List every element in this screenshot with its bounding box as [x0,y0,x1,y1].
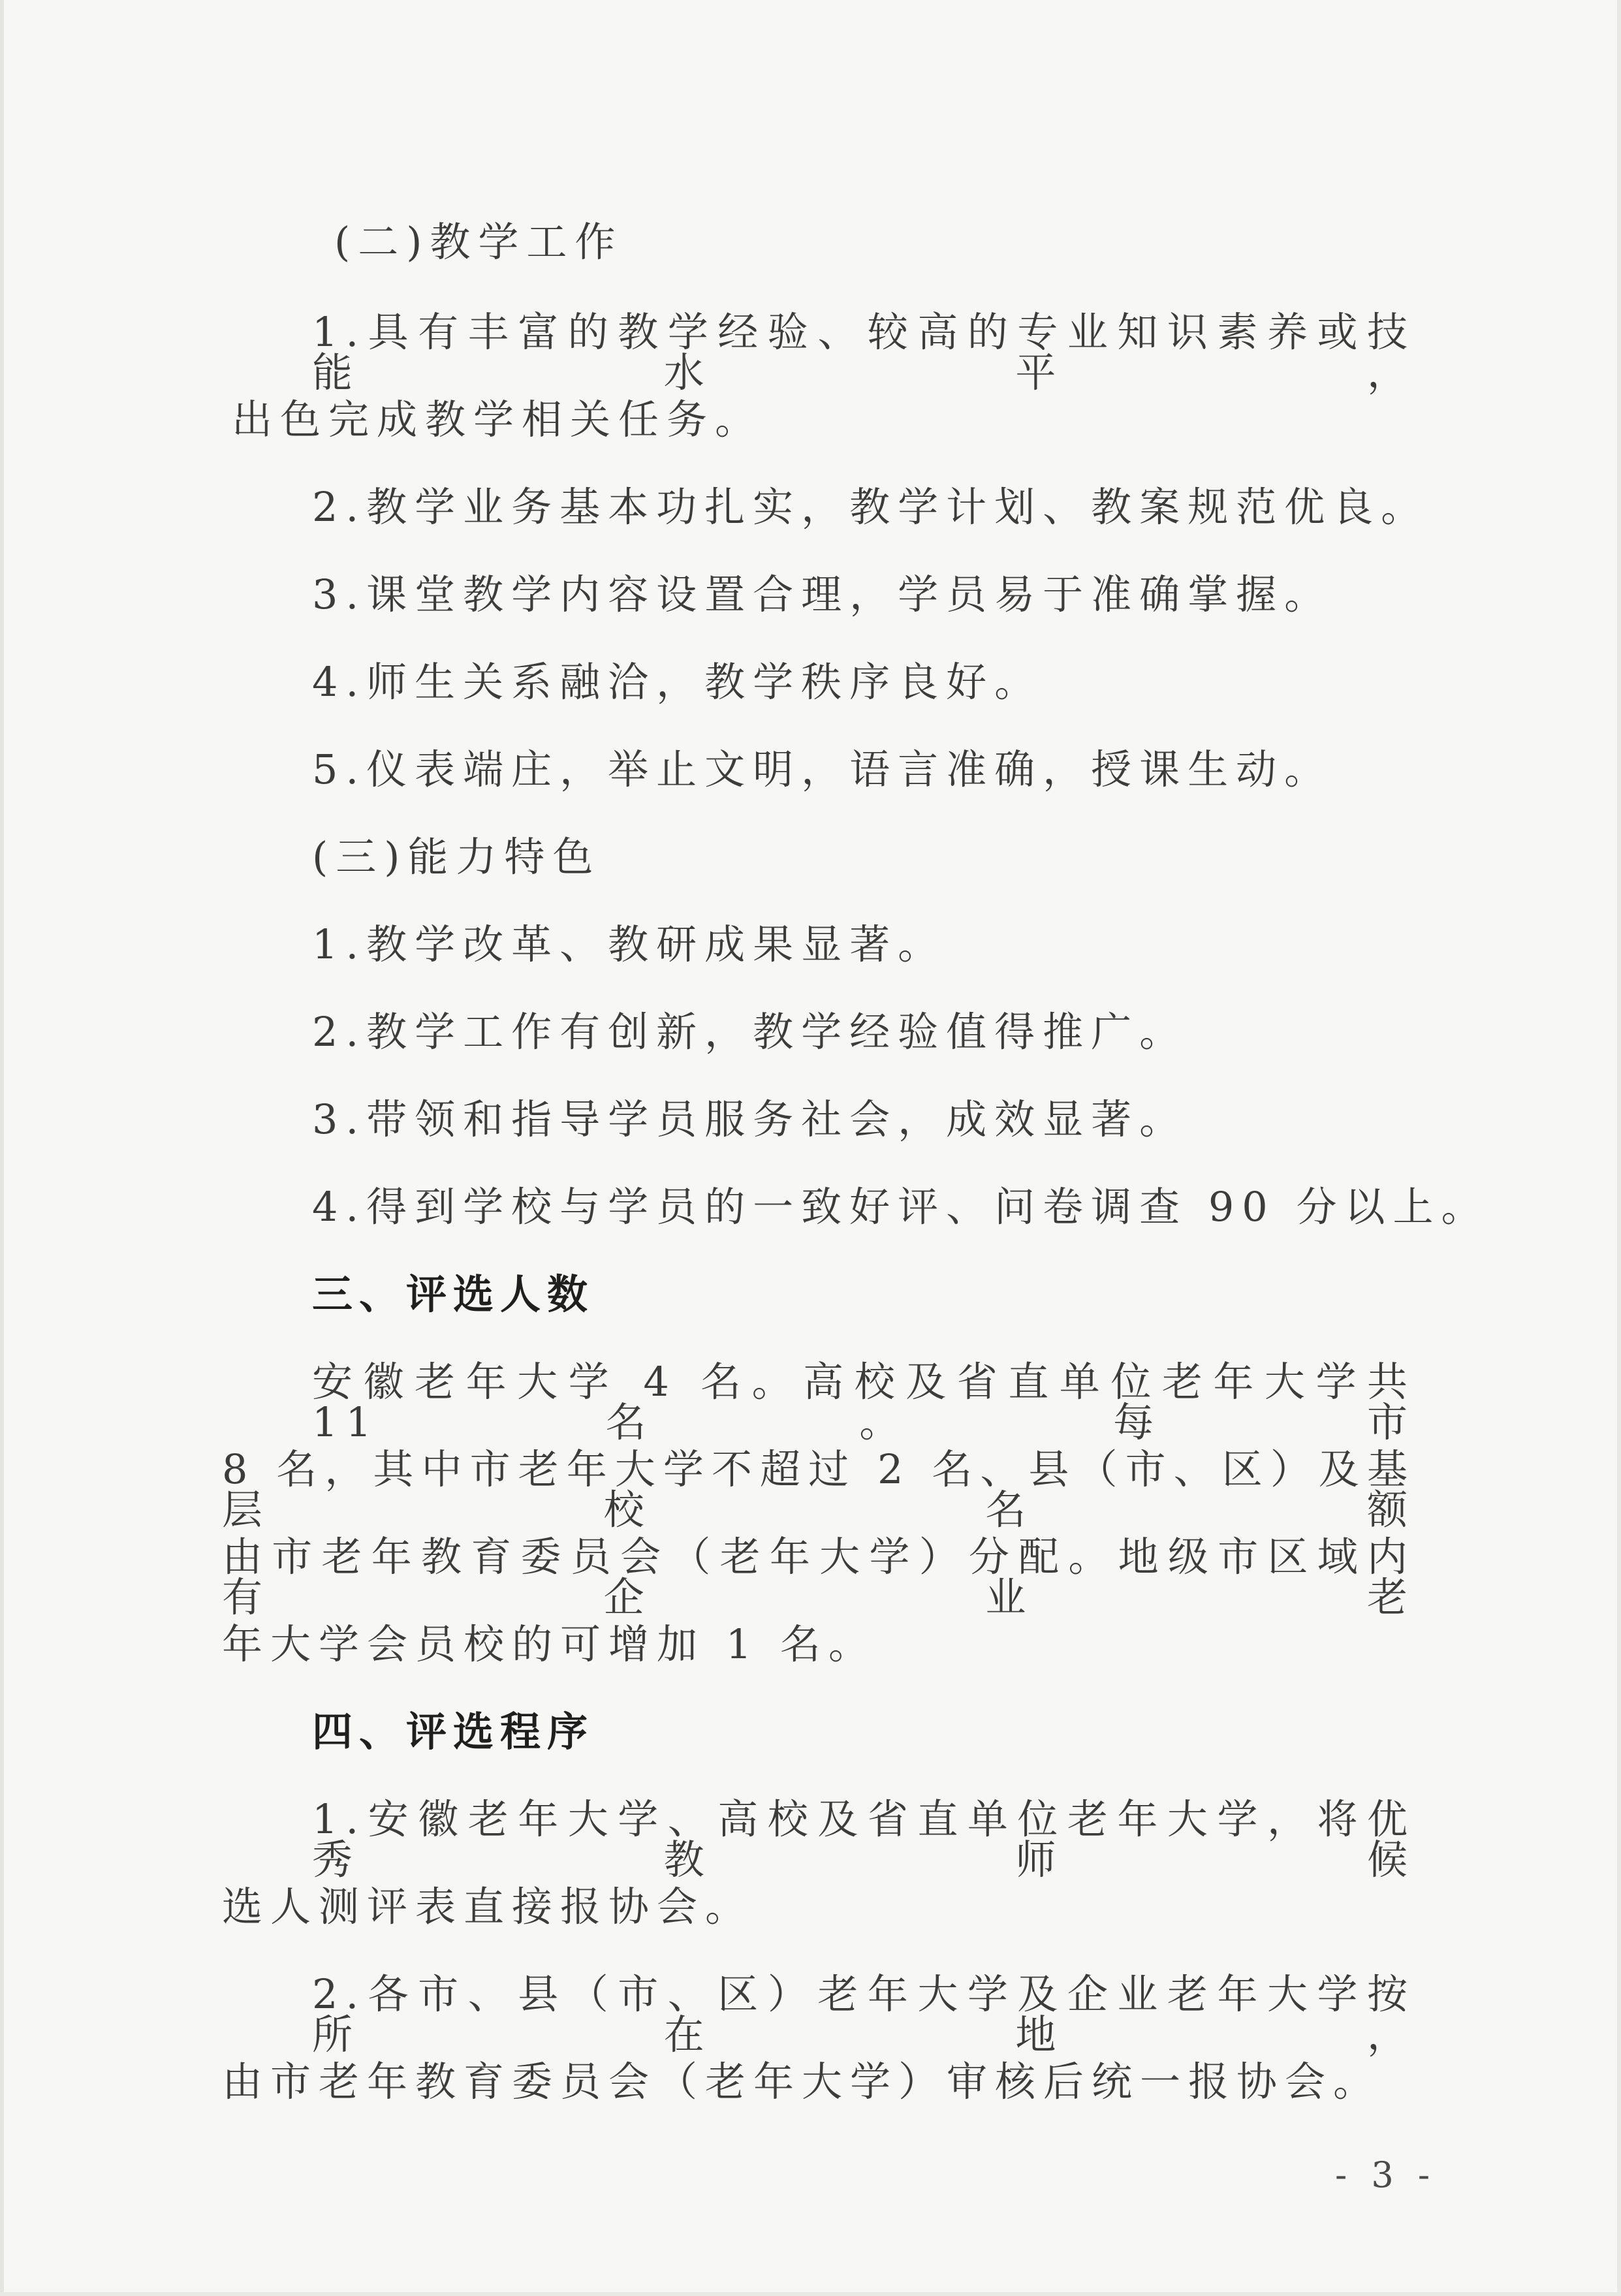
ability-item-4: 4.得到学校与学员的一致好评、问卷调查 90 分以上。 [312,1183,1490,1231]
subsection-heading-teaching: (二)教学工作 [334,218,623,266]
quota-paragraph-line-3: 由市老年教育委员会（老年大学）分配。地级市区域内有企业老 [222,1533,1415,1621]
teaching-item-1-line-1: 1.具有丰富的教学经验、较高的专业知识素养或技能水平， [312,308,1415,396]
subsection-heading-ability: (三)能力特色 [312,833,601,881]
procedure-item-2-line-2: 由市老年教育委员会（老年大学）审核后统一报协会。 [222,2058,1382,2105]
quota-paragraph-line-1: 安徽老年大学 4 名。高校及省直单位老年大学共 11 名。每市 [312,1358,1415,1446]
procedure-item-1-line-1: 1.安徽老年大学、高校及省直单位老年大学，将优秀教师候 [312,1795,1415,1883]
page-number: - 3 - [1335,2154,1437,2195]
quota-paragraph-line-4: 年大学会员校的可增加 1 名。 [222,1620,877,1668]
ability-item-3: 3.带领和指导学员服务社会，成效显著。 [312,1095,1188,1143]
procedure-item-1-line-2: 选人测评表直接报协会。 [222,1883,754,1930]
teaching-item-5: 5.仪表端庄，举止文明，语言准确，授课生动。 [312,746,1333,793]
quota-paragraph-line-2: 8 名，其中市老年大学不超过 2 名、县（市、区）及基层校名额 [222,1445,1415,1533]
teaching-item-2: 2.教学业务基本功扎实，教学计划、教案规范优良。 [312,483,1430,531]
teaching-item-3: 3.课堂教学内容设置合理，学员易于准确掌握。 [312,571,1333,618]
section-heading-procedure: 四、评选程序 [312,1708,595,1755]
teaching-item-4: 4.师生关系融洽，教学秩序良好。 [312,658,1043,706]
ability-item-2: 2.教学工作有创新，教学经验值得推广。 [312,1008,1188,1056]
section-heading-quota: 三、评选人数 [312,1270,595,1318]
teaching-item-1-line-2: 出色完成教学相关任务。 [232,396,764,443]
procedure-item-2-line-1: 2.各市、县（市、区）老年大学及企业老年大学按所在地， [312,1970,1415,2058]
ability-item-1: 1.教学改革、教研成果显著。 [312,920,947,968]
